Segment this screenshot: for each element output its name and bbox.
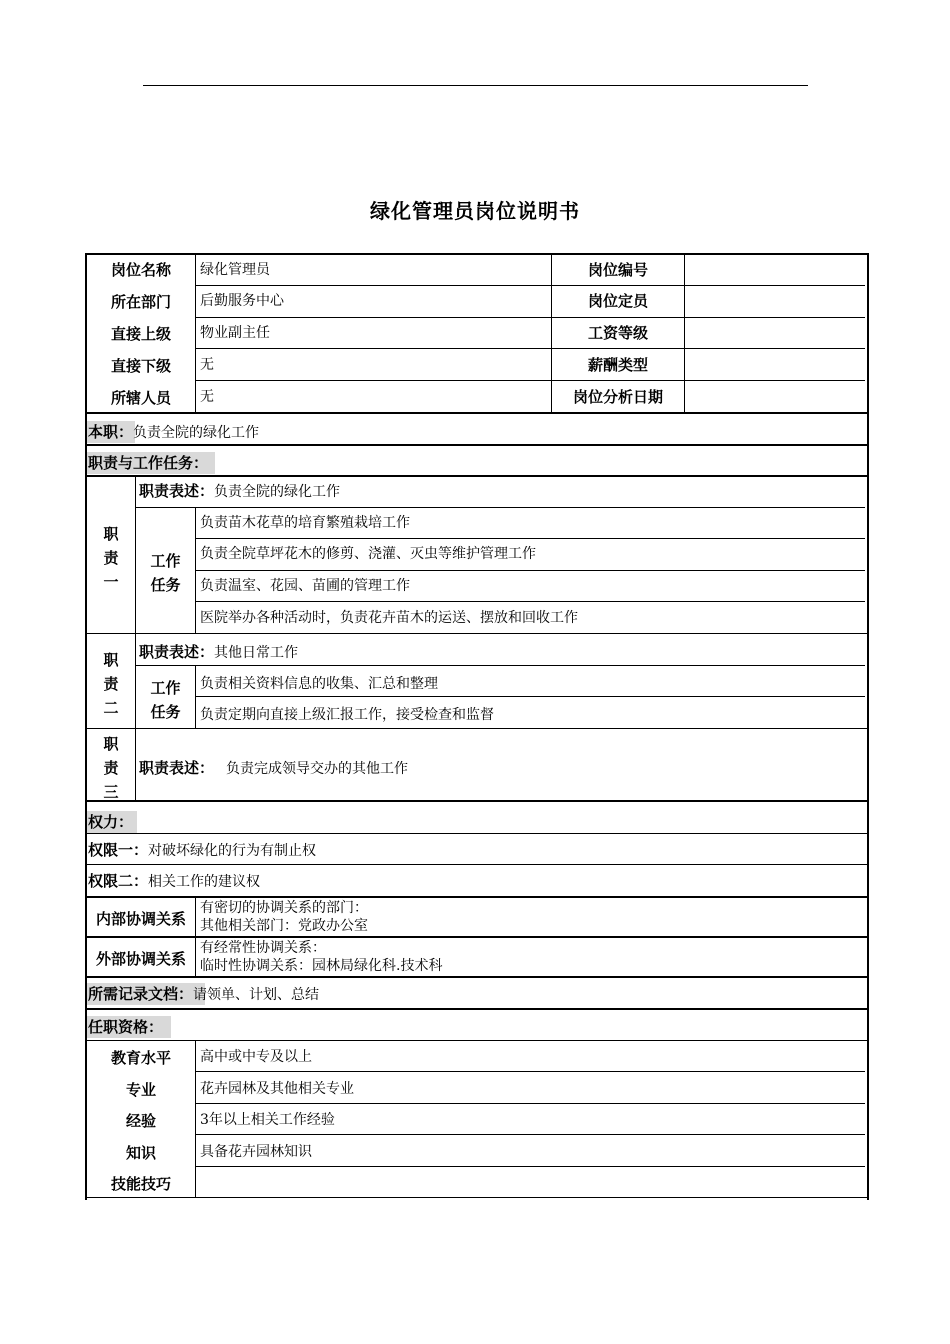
internal-coordination-line-1: 有密切的协调关系的部门： (200, 900, 368, 916)
responsibility-2-desc-label: 职责表述： (139, 643, 215, 661)
external-coordination-label: 外部协调关系 (95, 950, 186, 968)
limit-2-label: 权限二： (88, 872, 149, 890)
responsibility-3-desc-value: 负责完成领导交办的其他工作 (226, 761, 409, 777)
major-value: 花卉园林及其他相关专业 (200, 1081, 354, 1097)
knowledge-label: 知识 (125, 1144, 156, 1162)
duty-value: 负责全院的绿化工作 (133, 425, 260, 441)
analysis-date-label: 岗位分析日期 (572, 388, 663, 406)
internal-coordination-label: 内部协调关系 (95, 910, 186, 928)
responsibility-3-desc (139, 760, 408, 777)
limit-2-row (88, 873, 260, 890)
internal-coordination-line-2: 其他相关部门：党政办公室 (200, 918, 368, 934)
responsibility-1-desc-label: 职责表述： (139, 482, 215, 500)
responsibility-2-label: 职 责 二 (103, 651, 119, 717)
position-name-label: 岗位名称 (110, 261, 171, 279)
education-value: 高中或中专及以上 (200, 1049, 312, 1065)
subordinate-label: 直接下级 (110, 357, 171, 375)
duty-label: 本职： (88, 423, 134, 441)
responsibility-1-task-4: 医院举办各种活动时，负责花卉苗木的运送、摆放和回收工作 (200, 610, 578, 626)
responsibility-2-work-label: 工作 任务 (150, 679, 181, 721)
responsibility-1-desc-value: 负责全院的绿化工作 (214, 484, 341, 500)
external-coordination-line-2: 临时性协调关系：园林局绿化科.技术科 (200, 958, 443, 974)
responsibility-1-label: 职 责 一 (103, 525, 119, 591)
responsibility-1-task-3: 负责温室、花园、苗圃的管理工作 (200, 578, 410, 594)
staff-label: 所辖人员 (110, 389, 171, 407)
education-label: 教育水平 (110, 1049, 171, 1067)
position-name-value: 绿化管理员 (200, 262, 270, 278)
records-value: 请领单、计划、总结 (193, 987, 320, 1003)
position-code-label: 岗位编号 (587, 261, 648, 279)
limit-1-label: 权限一： (88, 841, 149, 859)
records-row (88, 986, 319, 1003)
header-rule (143, 85, 808, 86)
department-label: 所在部门 (110, 293, 171, 311)
responsibility-2-desc-value: 其他日常工作 (214, 645, 299, 661)
responsibility-3-label: 职 责 三 (103, 735, 119, 801)
limit-2-value: 相关工作的建议权 (148, 874, 261, 890)
knowledge-value: 具备花卉园林知识 (200, 1144, 312, 1160)
external-coordination-line-1: 有经常性协调关系： (200, 940, 326, 956)
limit-1-value: 对破坏绿化的行为有制止权 (148, 843, 317, 859)
responsibility-2-task-2: 负责定期向直接上级汇报工作，接受检查和监督 (200, 707, 494, 723)
responsibility-1-task-2: 负责全院草坪花木的修剪、浇灌、灭虫等维护管理工作 (200, 546, 536, 562)
major-label: 专业 (125, 1081, 156, 1099)
responsibility-1-work-label: 工作 任务 (150, 552, 181, 594)
skills-label: 技能技巧 (110, 1175, 171, 1193)
superior-value: 物业副主任 (200, 325, 270, 341)
responsibility-1-desc (139, 483, 340, 500)
page-title: 绿化管理员岗位说明书 (370, 199, 580, 223)
limit-1-row (88, 842, 316, 859)
department-value: 后勤服务中心 (200, 293, 284, 309)
responsibility-2-task-1: 负责相关资料信息的收集、汇总和整理 (200, 676, 438, 692)
qualification-header: 任职资格： (88, 1018, 164, 1036)
salary-grade-label: 工资等级 (587, 324, 648, 342)
responsibility-2-desc (139, 644, 298, 661)
responsibility-1-task-1: 负责苗木花草的培育繁殖栽培工作 (200, 515, 410, 531)
tasks-header: 职责与工作任务： (88, 454, 209, 472)
staff-value: 无 (200, 389, 214, 405)
pay-type-label: 薪酬类型 (587, 356, 648, 374)
responsibility-3-desc-label: 职责表述： (139, 759, 215, 777)
power-header: 权力： (88, 813, 134, 831)
subordinate-value: 无 (200, 357, 214, 373)
superior-label: 直接上级 (110, 325, 171, 343)
records-label: 所需记录文档： (88, 985, 194, 1003)
experience-label: 经验 (125, 1112, 156, 1130)
duty-row (88, 424, 259, 441)
headcount-label: 岗位定员 (587, 292, 648, 310)
experience-value: 3年以上相关工作经验 (200, 1112, 335, 1128)
